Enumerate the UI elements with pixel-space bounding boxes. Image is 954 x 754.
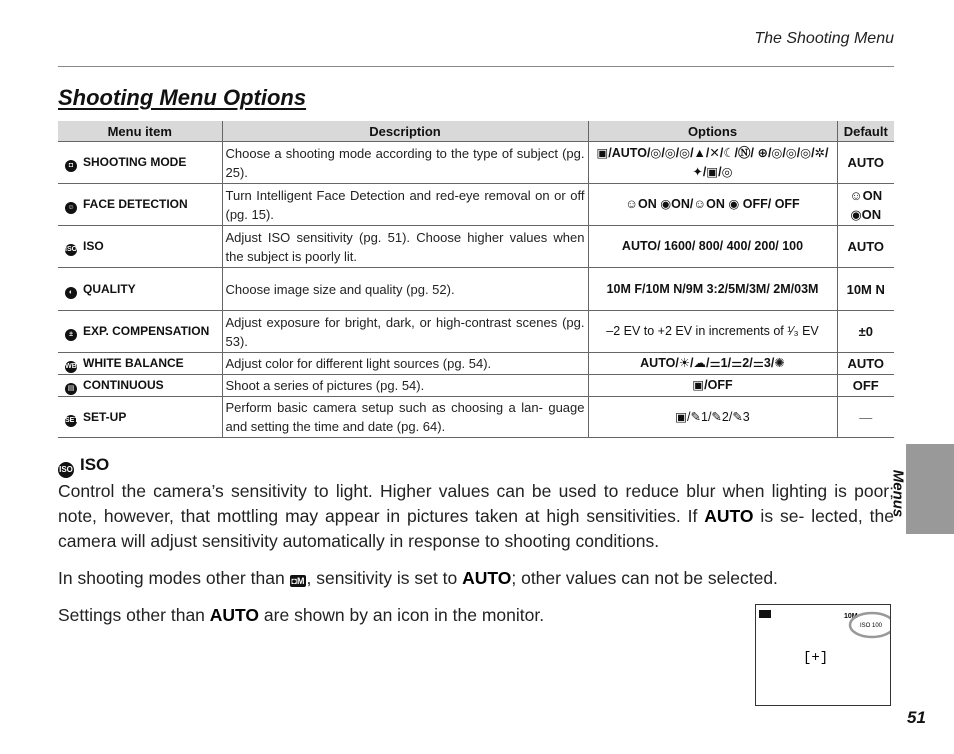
table-row [58,311,894,353]
menu-item-label: SET-UP [83,409,127,424]
table-header-row [58,121,894,142]
text-run: Settings other than [58,605,210,625]
menu-item-label: FACE DETECTION [83,197,188,211]
text-run: In shooting modes other than [58,568,290,588]
default-cell: AUTO [837,226,894,268]
menu-item-cell [58,353,222,375]
white-balance-icon: WB [65,361,77,373]
body-paragraph-2 [58,566,894,591]
camera-icon: ◘ [65,160,77,172]
header-default: Default [837,121,894,142]
menu-item-label: ISO [83,239,104,253]
page-title: Shooting Menu Options [58,85,307,110]
menu-item-label: WHITE BALANCE [83,356,184,370]
iso-icon: ISO [65,244,77,256]
body-paragraph-3 [58,603,748,628]
side-section-label [889,455,914,527]
header-menu-item: Menu item [58,121,222,142]
focus-frame: [+] [803,650,829,666]
options-cell: AUTO/ 1600/ 800/ 400/ 200/ 100 [588,226,837,268]
body-paragraph-1 [58,479,894,554]
table-row [58,184,894,226]
options-cell: 10M F/10M N/9M 3:2/5M/3M/ 2M/03M [588,268,837,311]
description-cell: Turn Intelligent Face Detection and red-eye removal on or off (pg. 15). [222,184,588,226]
options-cell: ▣/OFF [588,375,837,397]
description-cell: Shoot a series of pictures (pg. 54). [222,375,588,397]
quality-icon: ◐ [65,287,77,299]
text-run: are shown by an icon in the monitor. [259,605,545,625]
iso-icon: ISO [58,462,74,478]
menu-item-cell [58,397,222,438]
face-detection-icon: ☺ [65,202,77,214]
section-heading-label: ISO [80,455,110,474]
menu-item-cell [58,311,222,353]
description-cell: Adjust exposure for bright, dark, or high-contrast scenes (pg. 53). [222,311,588,353]
page-number: 51 [907,708,926,727]
text-run: , sensitivity is set to [306,568,463,588]
continuous-icon: ▤ [65,383,77,395]
menu-item-label: QUALITY [83,281,136,296]
menu-item-cell [58,142,222,184]
exposure-compensation-icon: ± [65,329,77,341]
default-cell: AUTO [837,142,894,184]
default-cell: AUTO [837,353,894,375]
text-run-bold: AUTO [704,506,754,526]
iso-indicator: ISO 100 [860,623,883,629]
text-run-bold: AUTO [209,605,260,625]
menu-item-label: CONTINUOUS [83,378,164,392]
setup-icon: SET [65,415,77,427]
table-row [58,353,894,375]
description-cell: Choose a shooting mode according to the type of subject (pg. 25). [222,142,588,184]
default-cell: ☺ON ◉ON [837,184,894,226]
options-cell: ☺ON ◉ON/☺ON ◉ OFF/ OFF [588,184,837,226]
header-rule [58,66,894,67]
options-cell: ▣/AUTO/◎/◎/◎/▲/✕/☾/Ⓝ/ ⊕/◎/◎/◎/✲/✦/▣/◎ [588,142,837,184]
monitor-illustration [755,604,891,706]
description-cell: Choose image size and quality (pg. 52). [222,268,588,311]
camera-mode-icon: ◘M [291,576,305,586]
quality-indicator: 10M [844,613,858,620]
default-cell: 10M N [837,268,894,311]
side-label-text: Menus [889,469,907,518]
description-cell: Adjust ISO sensitivity (pg. 51). Choose higher values when the subject is poorly lit. [222,226,588,268]
options-cell: AUTO/☀/☁/⚌1/⚌2/⚌3/✺ [588,353,837,375]
default-cell: OFF [837,375,894,397]
menu-item-label: SHOOTING MODE [83,155,187,169]
table-row [58,268,894,311]
table-row [58,142,894,184]
menu-item-cell [58,268,222,311]
mode-indicator-icon [759,610,771,618]
menu-item-cell [58,375,222,397]
table-row [58,397,894,438]
shooting-menu-table [58,121,894,438]
menu-item-cell [58,184,222,226]
default-cell: — [837,397,894,438]
monitor-display [756,605,890,705]
description-cell: Adjust color for different light sources (pg. 54). [222,353,588,375]
text-run: ; other values can not be selected. [511,568,778,588]
header-description: Description [222,121,588,142]
menu-item-label: EXP. COMPENSATION [83,324,210,338]
menu-item-cell [58,226,222,268]
text-run: is se- lected, the camera will adjust sensitivity automatically in response to shooting conditions. [58,506,894,551]
text-run: Control the camera’s sensitivity to light. Higher values can be used to reduce blur when lighting is poor; note, however, that mottling may appear in pictures taken at high sensitivities. If [58,481,894,526]
options-cell: –2 EV to +2 EV in increments of ¹⁄₃ EV [588,311,837,353]
text-run-bold: AUTO [462,568,512,588]
table-row [58,226,894,268]
header-options: Options [588,121,837,142]
default-cell: ±0 [837,311,894,353]
description-cell: Perform basic camera setup such as choosing a lan- guage and setting the time and date (pg. 64). [222,397,588,438]
section-heading [58,455,109,478]
options-cell: ▣/✎1/✎2/✎3 [588,397,837,438]
table-row [58,375,894,397]
running-head: The Shooting Menu [754,30,894,47]
